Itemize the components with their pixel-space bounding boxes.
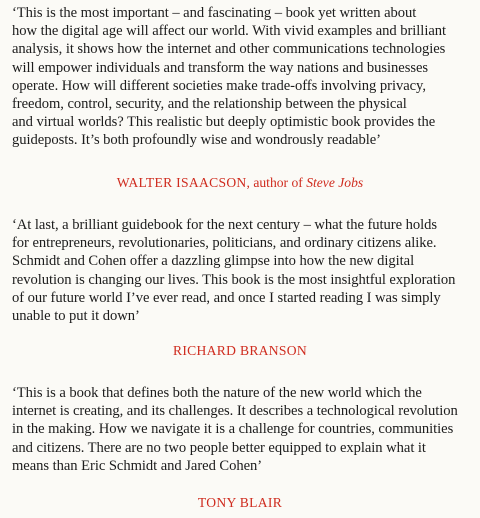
testimonial-quote-isaacson [12,4,446,150]
quote-line: for entrepreneurs, revolutionaries, politicians, and ordinary citizens alike. [12,235,437,252]
quote-line: ‘At last, a brilliant guidebook for the next century – what the future holds [12,217,437,233]
testimonial-quote-branson [12,216,455,325]
quote-line: internet is creating, and its challenges. It describes a technological revolution [12,403,458,420]
quote-line: and virtual worlds? This realistic but deeply optimistic book provides the [12,114,436,131]
quote-line: will empower individuals and transform the way nations and businesses [12,59,429,76]
attribution-role: , author of [246,175,307,190]
testimonial-quote-blair [12,384,458,475]
quote-line: of our future world I’ve ever read, and once I started reading I was simply [12,289,441,306]
quote-line: freedom, control, security, and the relationship between the physical [12,96,407,113]
quote-line: in the making. How we navigate it is a challenge for countries, communities [12,421,454,438]
attribution-name: WALTER ISAACSON [116,175,247,190]
attribution-blair [0,494,480,512]
quote-line: ‘This is the most important – and fascinating – book yet written about [12,5,417,21]
attribution-name: TONY BLAIR [197,495,283,510]
attribution-isaacson [0,174,480,192]
quote-line: operate. How will different societies make trade-offs involving privacy, [12,77,426,94]
quote-line: revolution is changing our lives. This book is the most insightful exploration [12,271,456,288]
quote-line: unable to put it down’ [12,308,140,325]
quote-line: how the digital age will affect our world. With vivid examples and brilliant [12,23,446,40]
quote-line: means than Eric Schmidt and Jared Cohen’ [12,457,263,474]
quote-line: Schmidt and Cohen offer a dazzling glimpse into how the new digital [12,253,415,270]
quote-line: guideposts. It’s both profoundly wise and wondrously readable’ [12,132,381,149]
quote-line: ‘This is a book that defines both the nature of the new world which the [12,385,422,401]
attribution-branson [0,342,480,360]
quote-line: and citizens. There are no two people better equipped to explain what it [12,439,426,456]
quote-line: analysis, it shows how the internet and other communications technologies [12,41,446,58]
attribution-work-title: Steve Jobs [306,175,364,190]
attribution-name: RICHARD BRANSON [172,343,308,358]
